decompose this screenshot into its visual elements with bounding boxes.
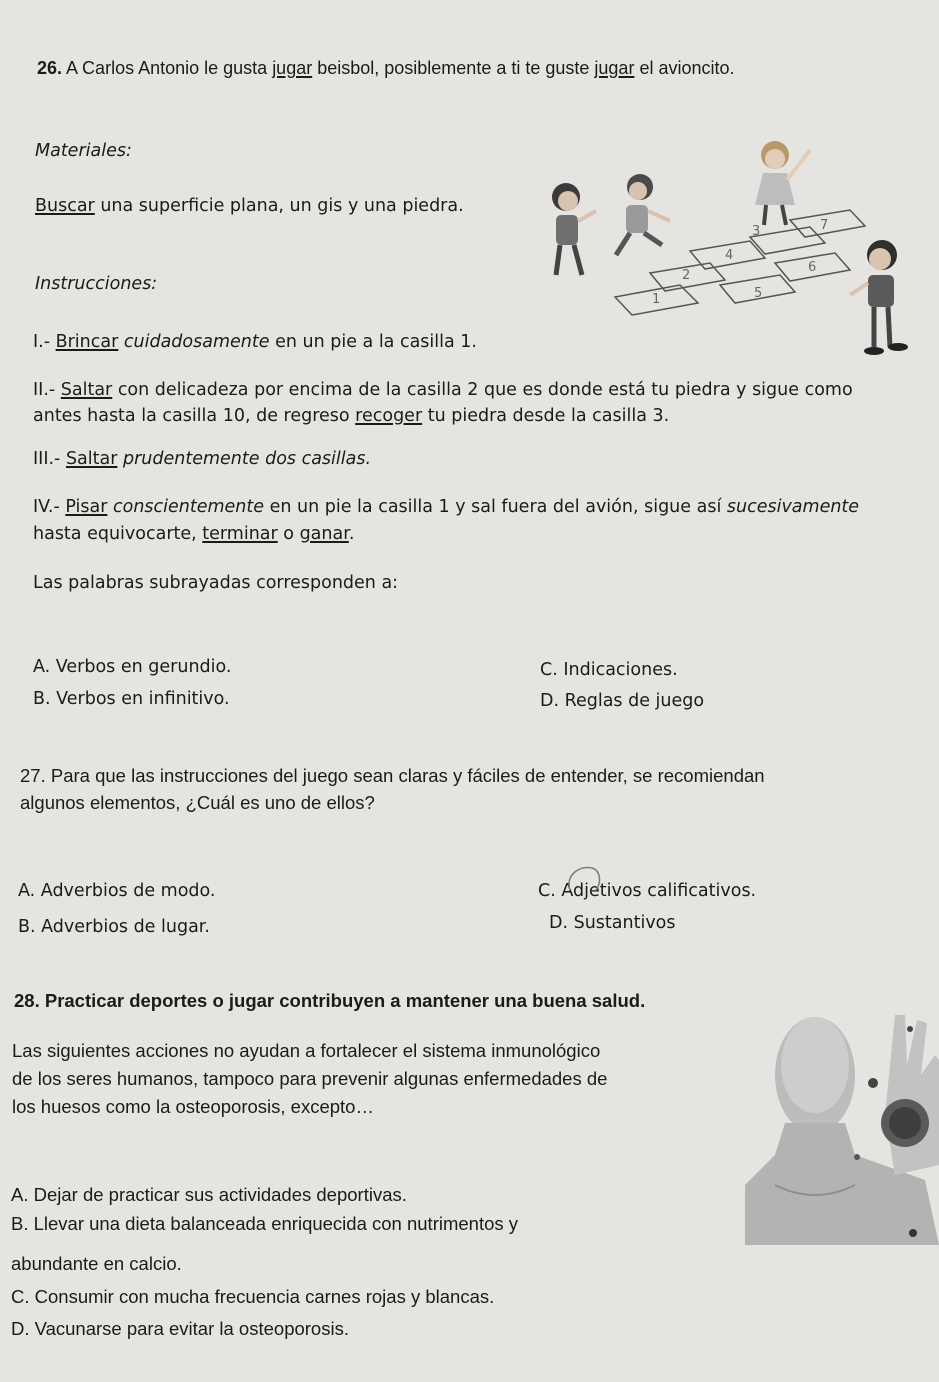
q28-option-b-line1: B. Llevar una dieta balanceada enriquecida con nutrimentos y (11, 1213, 519, 1234)
q28-option-d: D. Vacunarse para evitar la osteoporosis. (11, 1318, 349, 1339)
q28-line4: los huesos como la osteoporosis, excepto… (12, 1096, 374, 1117)
q26-option-c: C. Indicaciones. (540, 660, 678, 680)
square-4: 4 (725, 248, 734, 263)
instruction-2-line2: antes hasta la casilla 10, de regreso recoger tu piedra desde la casilla 3. (33, 406, 670, 426)
instruction-4-line1: IV.- Pisar conscientemente en un pie la casilla 1 y sal fuera del avión, sigue así sucesivamente (33, 497, 860, 517)
instrucciones-heading: Instrucciones: (35, 274, 158, 294)
q28-line1: 28. Practicar deportes o jugar contribuyen a mantener una buena salud. (14, 990, 646, 1011)
child-figure-middle (616, 174, 670, 255)
q26-question: Las palabras subrayadas corresponden a: (33, 573, 399, 593)
q27-line2: algunos elementos, ¿Cuál es uno de ellos? (20, 792, 375, 813)
square-6: 6 (808, 260, 817, 275)
square-1: 1 (652, 292, 661, 307)
square-3: 3 (752, 224, 761, 239)
instruction-4-line2: hasta equivocarte, terminar o ganar. (33, 524, 355, 544)
q26-option-a: A. Verbos en gerundio. (33, 657, 232, 677)
q27-option-c: C. Adjetivos calificativos. (538, 881, 757, 901)
q28-option-a: A. Dejar de practicar sus actividades deportivas. (11, 1184, 407, 1205)
q28-option-c: C. Consumir con mucha frecuencia carnes rojas y blancas. (11, 1286, 495, 1307)
child-figure-right (850, 240, 908, 355)
square-5: 5 (754, 286, 763, 301)
square-2: 2 (682, 268, 691, 283)
materiales-heading: Materiales: (35, 141, 132, 161)
square-7: 7 (820, 218, 829, 233)
q26-option-d: D. Reglas de juego (540, 691, 705, 711)
instruction-1: I.- Brincar cuidadosamente en un pie a la casilla 1. (33, 332, 477, 352)
q28-line2: Las siguientes acciones no ayudan a fortalecer el sistema inmunológico (12, 1040, 601, 1061)
child-figure-top-right (755, 141, 810, 225)
human-body-illustration (745, 1005, 939, 1245)
instruction-2-line1: II.- Saltar con delicadeza por encima de la casilla 2 que es donde está tu piedra y sigue como (33, 380, 853, 400)
q26-statement: 26. A Carlos Antonio le gusta jugar beisbol, posiblemente a ti te guste jugar el avioncito. (37, 58, 735, 78)
q26-option-b: B. Verbos en infinitivo. (33, 689, 230, 709)
child-figure-left (552, 183, 596, 275)
materiales-text: Buscar una superficie plana, un gis y una piedra. (35, 196, 464, 216)
hopscotch-illustration (520, 125, 920, 365)
instruction-3: III.- Saltar prudentemente dos casillas. (33, 449, 372, 469)
q28-option-b-line2: abundante en calcio. (11, 1253, 182, 1274)
pencil-mark-circle (560, 860, 610, 900)
q27-line1: 27. Para que las instrucciones del juego sean claras y fáciles de entender, se recomiendan (20, 765, 765, 786)
q27-option-a: A. Adverbios de modo. (18, 881, 216, 901)
q28-line3: de los seres humanos, tampoco para prevenir algunas enfermedades de (12, 1068, 608, 1089)
q27-option-d: D. Sustantivos (549, 913, 676, 933)
q27-option-b: B. Adverbios de lugar. (18, 917, 210, 937)
